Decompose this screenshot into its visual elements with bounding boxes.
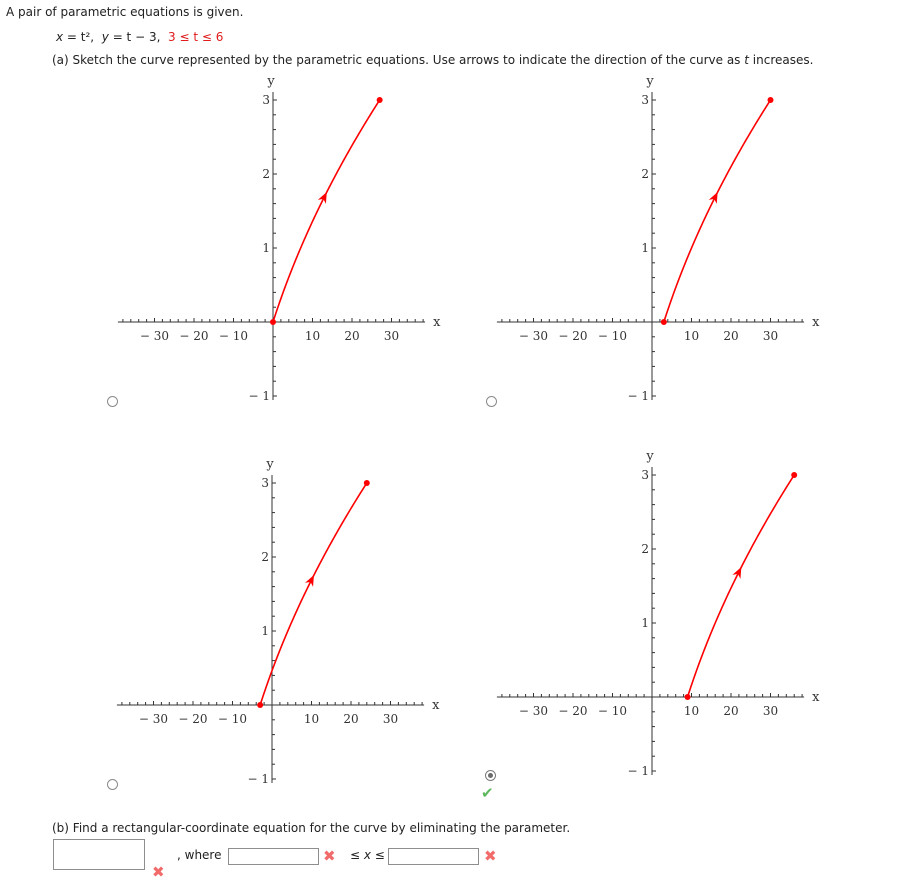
end-point xyxy=(377,97,383,103)
x-tick-label: − 10 xyxy=(597,329,628,343)
x-tick-label: − 30 xyxy=(139,329,170,343)
y-tick-label: 2 xyxy=(641,167,649,181)
parametric-curve xyxy=(273,100,380,322)
problem-intro: A pair of parametric equations is given. xyxy=(6,5,244,19)
x-tick-label: 10 xyxy=(683,704,700,718)
radio-option-4[interactable] xyxy=(485,770,496,781)
y-axis-label: y xyxy=(267,74,275,89)
x-var: x xyxy=(363,848,371,862)
y-tick-label: 3 xyxy=(641,93,649,107)
x-tick-label: − 30 xyxy=(518,329,549,343)
x-equation: = t², xyxy=(63,30,98,44)
y-tick-label: 3 xyxy=(261,476,269,490)
y-tick-label: − 1 xyxy=(247,772,269,786)
y-tick-label: 1 xyxy=(261,624,269,638)
y-tick-label: 3 xyxy=(641,468,649,482)
x-tick-label: 20 xyxy=(723,329,739,343)
start-point xyxy=(257,702,263,708)
x-tick-label: 10 xyxy=(304,329,321,343)
lower-bound-input[interactable] xyxy=(228,848,319,865)
graph-option-2 xyxy=(480,70,840,415)
upper-bound-incorrect-icon: ✖ xyxy=(484,847,497,865)
x-tick-label: 30 xyxy=(382,712,399,726)
y-tick-label: − 1 xyxy=(627,764,649,778)
upper-bound-input[interactable] xyxy=(388,848,479,865)
parametric-equations xyxy=(56,30,223,44)
x-tick-label: − 20 xyxy=(558,704,588,718)
y-tick-label: − 1 xyxy=(248,389,270,403)
where-label: , where xyxy=(177,848,222,862)
part-a-t: t xyxy=(744,53,749,67)
start-point xyxy=(661,319,667,325)
x-tick-label: − 10 xyxy=(597,704,628,718)
graph-option-3 xyxy=(100,450,460,795)
part-a-suffix: increases. xyxy=(748,53,814,67)
x-range-label xyxy=(350,848,385,862)
y-tick-label: 2 xyxy=(641,542,649,556)
graph-option-1 xyxy=(100,70,460,415)
parametric-curve xyxy=(688,475,795,697)
x-tick-label: 20 xyxy=(343,712,359,726)
x-tick-label: − 30 xyxy=(138,712,169,726)
correct-check-icon: ✔ xyxy=(481,784,494,802)
y-tick-label: − 1 xyxy=(627,389,649,403)
x-tick-label: 10 xyxy=(303,712,320,726)
leq-right: ≤ xyxy=(370,848,385,862)
y-tick-label: 1 xyxy=(641,241,649,255)
x-tick-label: 30 xyxy=(383,329,400,343)
radio-option-3[interactable] xyxy=(107,779,118,790)
radio-option-1[interactable] xyxy=(107,396,118,407)
parametric-curve xyxy=(260,483,367,705)
graph-option-4 xyxy=(480,445,840,790)
graph-svg xyxy=(480,70,840,415)
x-tick-label: − 10 xyxy=(218,329,249,343)
x-axis-label: x xyxy=(433,315,441,330)
y-tick-label: 1 xyxy=(262,241,270,255)
end-point xyxy=(791,472,797,478)
part-a-prompt xyxy=(52,53,813,67)
part-a-text: (a) Sketch the curve represented by the parametric equations. Use arrows to indicate the direction of the curve as xyxy=(52,53,745,67)
x-tick-label: 10 xyxy=(683,329,700,343)
y-axis-label: y xyxy=(646,74,654,89)
y-tick-label: 2 xyxy=(262,167,270,181)
start-point xyxy=(685,694,691,700)
x-tick-label: 20 xyxy=(344,329,360,343)
radio-option-2[interactable] xyxy=(486,396,497,407)
part-b-prompt: (b) Find a rectangular-coordinate equation for the curve by eliminating the parameter. xyxy=(52,821,571,835)
x-axis-label: x xyxy=(432,698,440,713)
y-equation: = t − 3, xyxy=(108,30,165,44)
x-tick-label: − 10 xyxy=(217,712,248,726)
graph-svg xyxy=(100,70,460,415)
equation-incorrect-icon: ✖ xyxy=(152,863,165,881)
y-axis-label: y xyxy=(646,449,654,464)
x-tick-label: − 30 xyxy=(518,704,549,718)
x-tick-label: 20 xyxy=(723,704,739,718)
x-tick-label: − 20 xyxy=(178,712,208,726)
y-axis-label: y xyxy=(266,457,274,472)
x-tick-label: − 20 xyxy=(179,329,209,343)
x-tick-label: 30 xyxy=(762,704,779,718)
parametric-curve xyxy=(664,100,771,322)
y-tick-label: 2 xyxy=(261,550,269,564)
start-point xyxy=(270,319,276,325)
y-tick-label: 1 xyxy=(641,616,649,630)
end-point xyxy=(768,97,774,103)
equation-input[interactable] xyxy=(53,839,145,870)
leq-left: ≤ xyxy=(350,848,364,862)
x-tick-label: − 20 xyxy=(558,329,588,343)
y-tick-label: 3 xyxy=(262,93,270,107)
graph-svg xyxy=(100,450,460,795)
x-variable: x xyxy=(56,30,64,44)
x-axis-label: x xyxy=(812,690,820,705)
lower-bound-incorrect-icon: ✖ xyxy=(323,847,336,865)
graph-svg xyxy=(480,445,840,790)
end-point xyxy=(364,480,370,486)
y-variable: y xyxy=(101,30,109,44)
x-axis-label: x xyxy=(812,315,820,330)
x-tick-label: 30 xyxy=(762,329,779,343)
parameter-range: 3 ≤ t ≤ 6 xyxy=(168,30,224,44)
